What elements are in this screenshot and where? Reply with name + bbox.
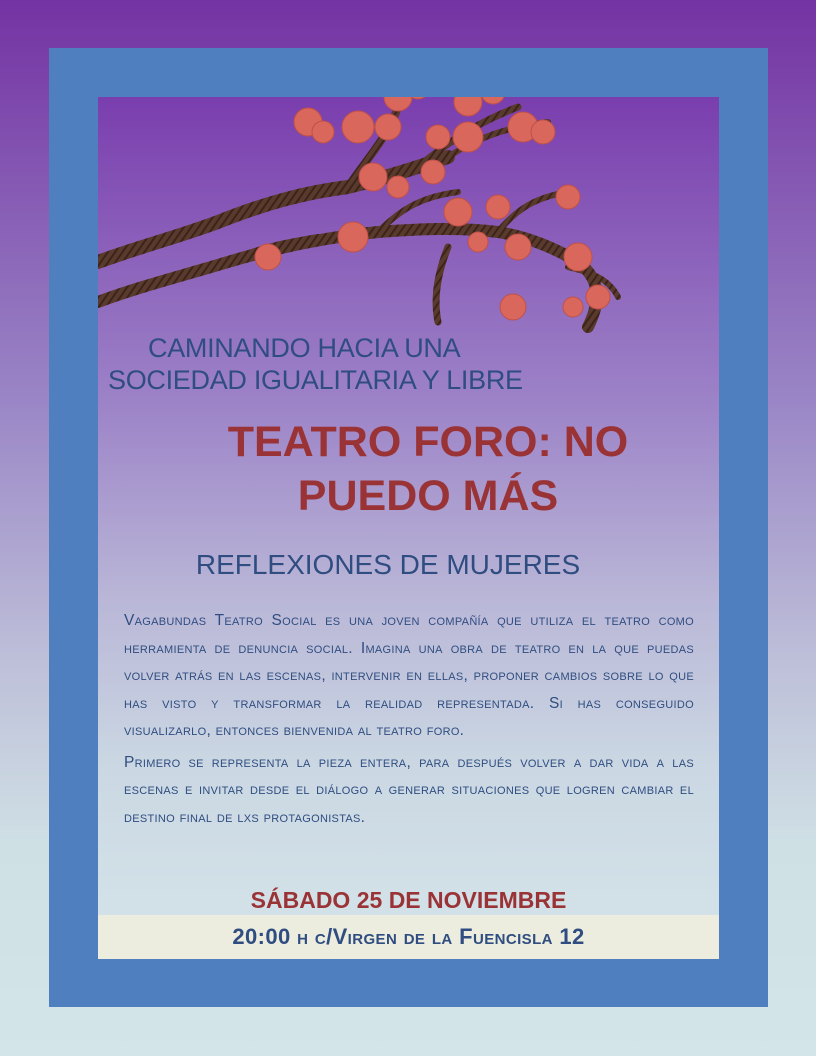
slogan-line-1: CAMINANDO HACIA UNA — [148, 333, 461, 363]
event-title: TEATRO FORO: NO PUEDO MÁS — [227, 418, 629, 520]
description-paragraph-2: Primero se representa la pieza entera, para después volver a dar vida a las escenas e invitar desde el diálogo a generar situaciones que logren cambiar el destino final de lxs protagonistas. — [124, 753, 694, 826]
event-date: SÁBADO 25 DE NOVIEMBRE — [250, 887, 567, 913]
address-band — [98, 915, 719, 959]
blossom-branch-illustration — [98, 97, 719, 367]
event-subtitle: REFLEXIONES DE MUJERES — [195, 549, 581, 580]
description-paragraph-1: Vagabundas Teatro Social es una joven compañía que utiliza el teatro como herramienta de denuncia social. Imagina una obra de teatro en la que puedas volver atrás en las escenas, intervenir en ellas, proponer cambios sobre lo que has visto y transformar la realidad representada. Si has conseguido visualizarlo, entonces bienvenida al teatro foro. — [124, 612, 694, 739]
event-time-address: 20:00 h c/Virgen de la Fuencisla 12 — [232, 924, 585, 949]
poster-panel — [98, 97, 719, 959]
slogan — [98, 332, 719, 402]
event-description — [124, 607, 694, 835]
blossoms — [255, 97, 610, 320]
slogan-line-2: SOCIEDAD IGUALITARIA Y LIBRE — [108, 365, 523, 395]
